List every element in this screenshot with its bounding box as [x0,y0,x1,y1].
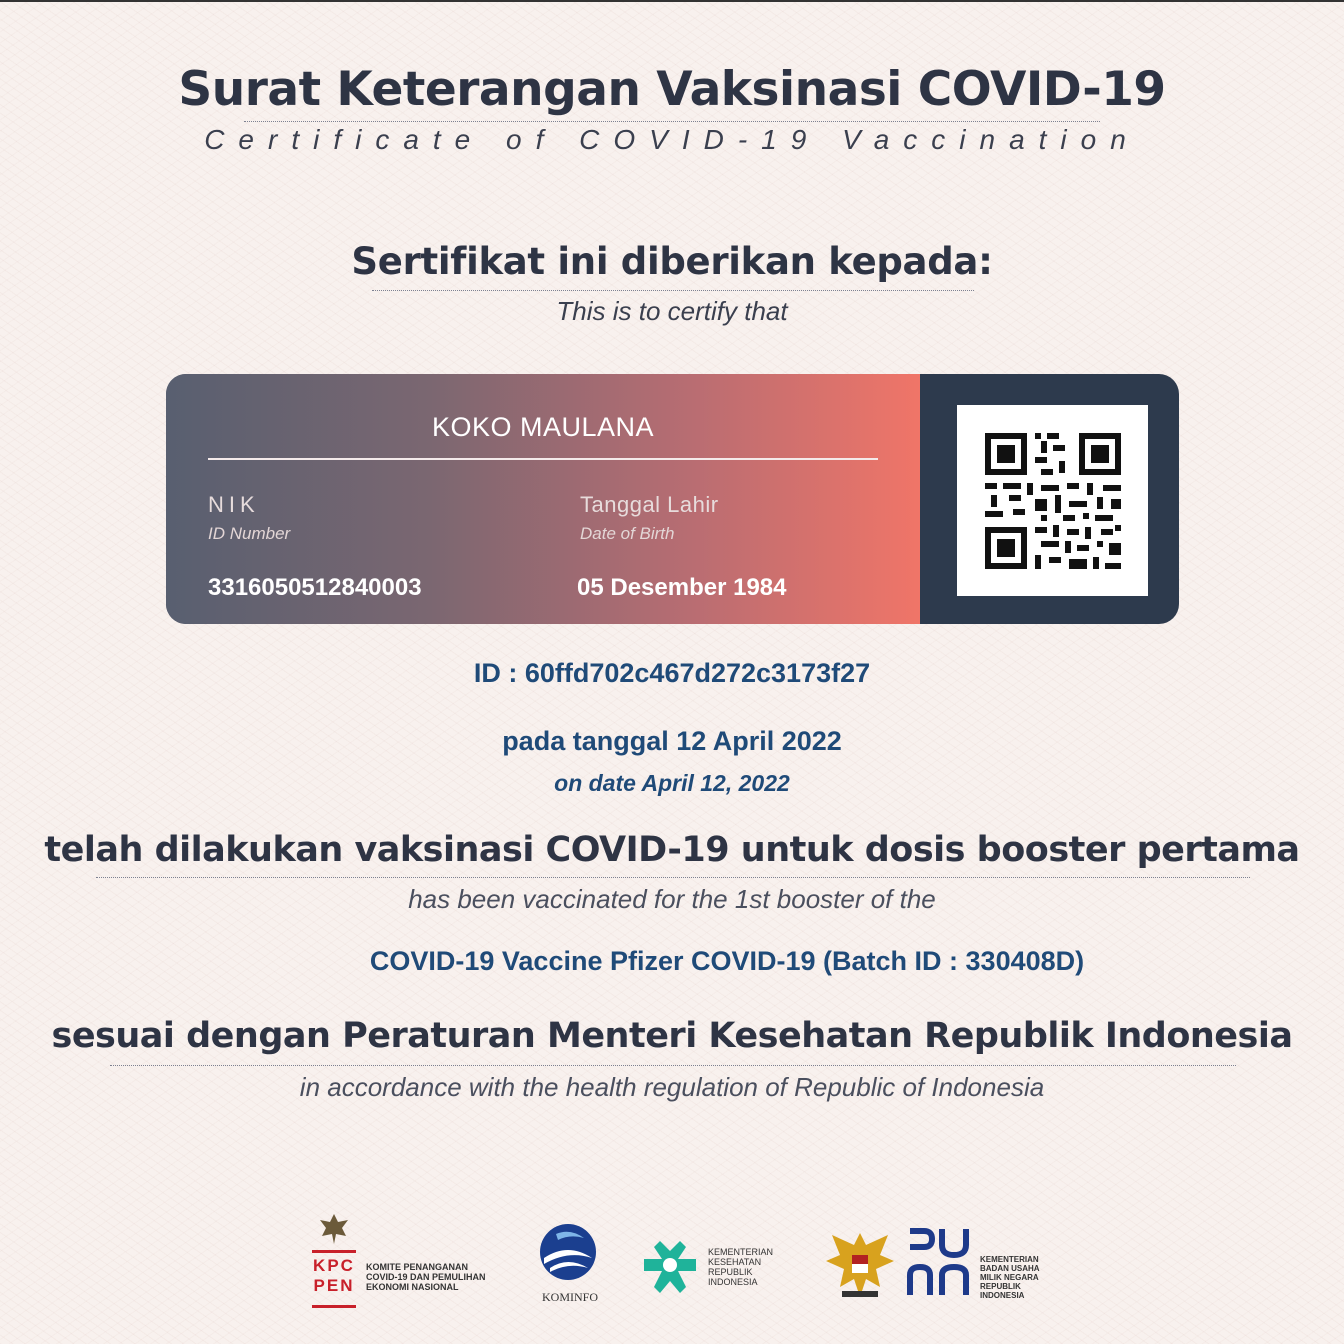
name-underline [208,458,878,460]
dob-value: 05 Desember 1984 [577,574,787,601]
dob-label-en: Date of Birth [580,524,675,543]
certificate-subtitle: Certificate of COVID-19 Vaccination [204,124,1140,155]
kpcpen-text: KOMITE PENANGANAN COVID-19 DAN PEMULIHAN EKONOMI NASIONAL [366,1262,486,1292]
kpcpen-logo [312,1210,492,1310]
nik-label: NIK [208,492,260,517]
garuda-small-icon [314,1210,354,1250]
kemenkes-icon [640,1237,700,1297]
kominfo-icon [536,1220,600,1284]
kemenkes-text: KEMENTERIAN KESEHATAN REPUBLIK INDONESIA [708,1247,774,1287]
regulation-statement: sesuai dengan Peraturan Menteri Kesehatan Republik Indonesia [51,1016,1293,1056]
given-to-divider [372,290,974,291]
garuda-icon [822,1225,898,1305]
vaccination-date-en: on date April 12, 2022 [554,770,790,796]
certify-text: This is to certify that [556,296,788,326]
vaccination-statement: telah dilakukan vaksinasi COVID-19 untuk dosis booster pertama [44,830,1300,870]
dob-label: Tanggal Lahir [580,492,719,517]
qr-code-icon [957,405,1148,596]
kominfo-logo [530,1220,610,1310]
vaccine-info: COVID-19 Vaccine Pfizer COVID-19 (Batch ID : 330408D) [369,946,1085,976]
kominfo-label: KOMINFO [541,1290,598,1304]
regulation-statement-en: in accordance with the health regulation of Republic of Indonesia [299,1072,1045,1102]
garuda-logo [822,1225,898,1305]
certificate-title: Surat Keterangan Vaksinasi COVID-19 [178,62,1166,117]
bumn-logo [906,1225,1046,1305]
kpcpen-mark-bottom: PEN [313,1276,355,1295]
kpcpen-mark-top: KPC [313,1256,355,1275]
given-to-heading: Sertifikat ini diberikan kepada: [351,240,993,283]
vaccination-date: pada tanggal 12 April 2022 [502,726,842,756]
nik-label-en: ID Number [208,524,291,543]
bumn-text: KEMENTERIAN BADAN USAHA MILIK NEGARA REPUBLIK INDONESIA [980,1255,1040,1300]
certificate-id: ID : 60ffd702c467d272c3173f27 [473,658,871,688]
footer-logos [0,1205,1344,1315]
title-divider [244,121,1100,122]
vaccination-statement-en: has been vaccinated for the 1st booster of the [408,884,936,914]
nik-value: 3316050512840003 [208,574,422,601]
qr-code[interactable] [957,405,1148,596]
bumn-mark [906,1225,970,1299]
kemenkes-logo [640,1235,790,1305]
top-border [0,0,1344,2]
recipient-name: KOKO MAULANA [431,412,655,442]
vaccination-divider [96,877,1250,878]
regulation-divider [110,1065,1236,1066]
bumn-mark-icon [906,1225,970,1299]
recipient-card [166,374,1179,624]
